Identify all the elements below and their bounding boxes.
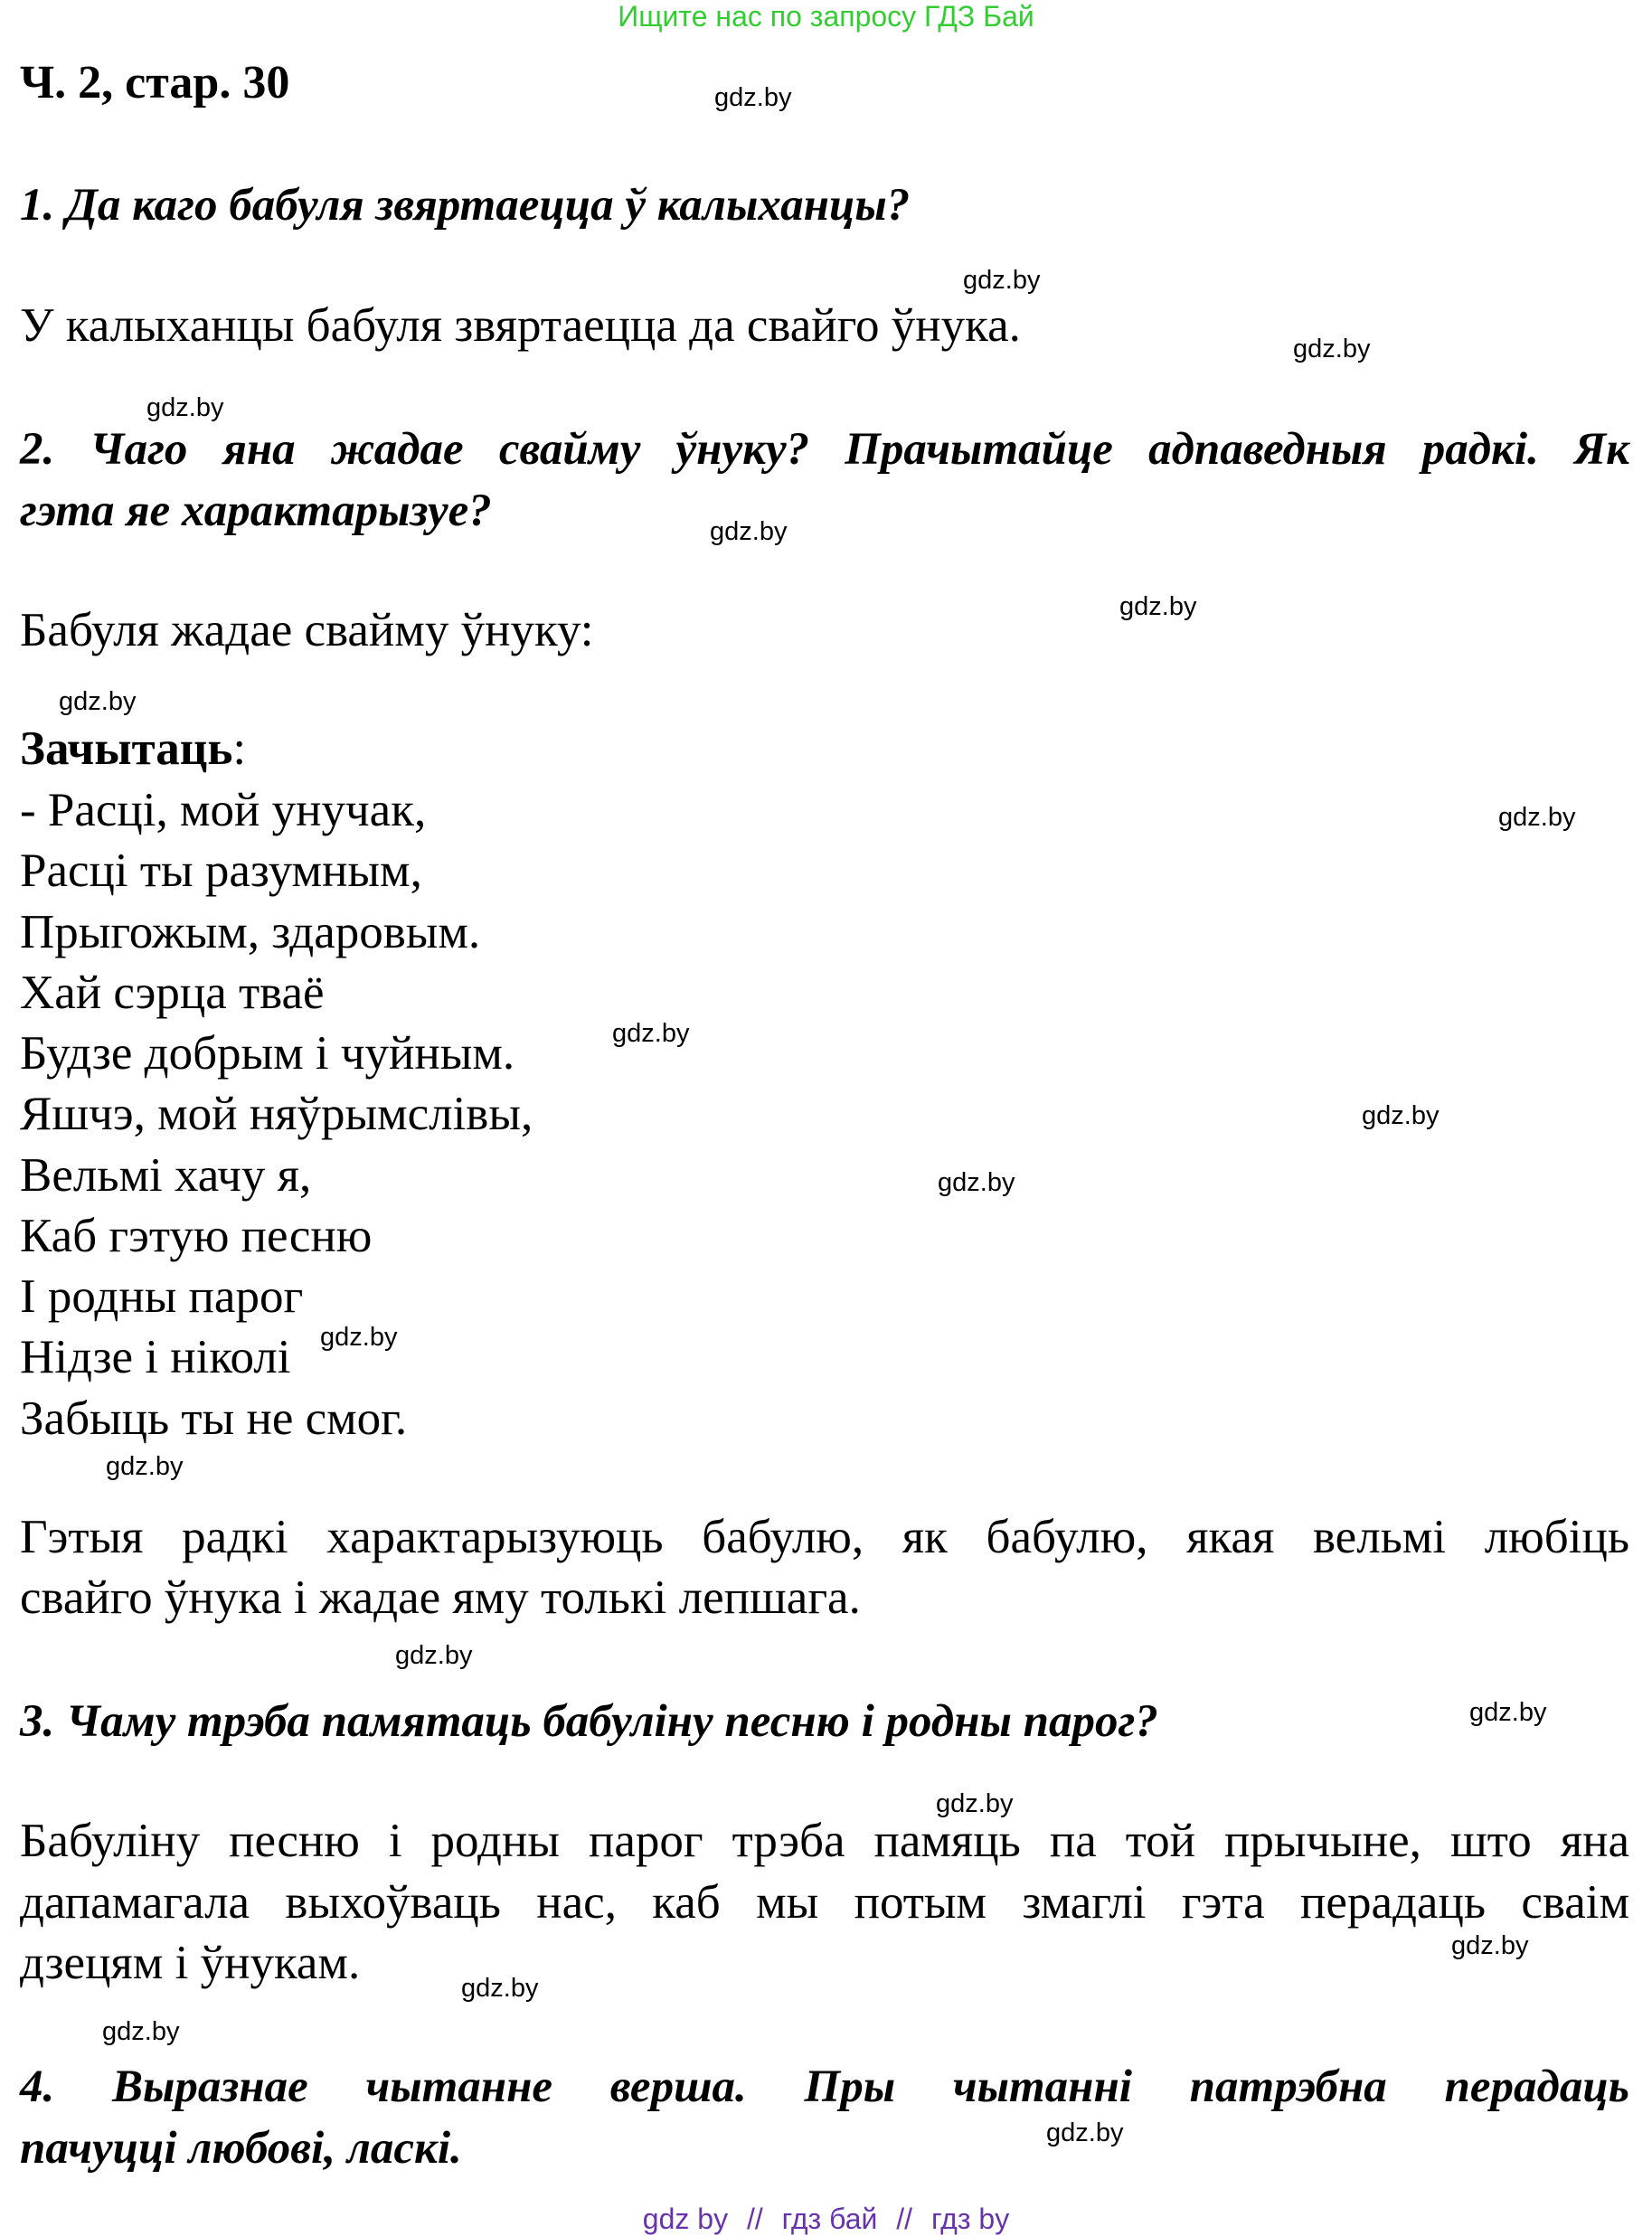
header-search-link[interactable]: Ищите нас по запросу ГДЗ Бай: [618, 0, 1034, 33]
read-label: [20, 722, 246, 776]
poem-line: Вельмі хачу я,: [20, 1149, 312, 1202]
watermark: gdz.by: [106, 1452, 184, 1481]
watermark: gdz.by: [146, 393, 224, 422]
footer-separator: //: [746, 2203, 763, 2235]
poem-line: - Расці, мой унучак,: [20, 784, 427, 836]
watermark: gdz.by: [1362, 1101, 1440, 1130]
watermark: gdz.by: [1498, 803, 1576, 832]
watermark: gdz.by: [714, 83, 792, 112]
answer-2-intro: Бабуля жадае свайму ўнуку:: [20, 604, 594, 656]
footer-separator: //: [896, 2203, 913, 2235]
watermark: gdz.by: [320, 1323, 398, 1352]
watermark: gdz.by: [1293, 335, 1371, 363]
watermark: gdz.by: [963, 266, 1041, 295]
poem-line: І родны парог: [20, 1270, 304, 1323]
question-3: 3. Чаму трэба памятаць бабуліну песню і родны парог?: [20, 1696, 1158, 1747]
footer-link-gdz-by[interactable]: gdz by: [642, 2203, 729, 2235]
watermark: gdz.by: [710, 517, 788, 546]
question-1: 1. Да каго бабуля звяртаецца ў калыханцы?: [20, 180, 911, 231]
watermark: gdz.by: [936, 1789, 1014, 1818]
poem-line: Каб гэтую песню: [20, 1210, 373, 1262]
read-label-colon: :: [232, 722, 247, 775]
answer-2-conclusion-line-2: свайго ўнука і жадае яму толькі лепшага.: [20, 1571, 861, 1624]
read-label-text: Зачытаць: [20, 722, 233, 775]
poem-line: Расці ты разумным,: [20, 844, 422, 897]
poem-line: Яшчэ, мой няўрымслівы,: [20, 1088, 533, 1140]
question-2-line-2: гэта яе характарызуе?: [20, 486, 492, 536]
answer-1: У калыханцы бабуля звяртаецца да свайго ўнука.: [20, 299, 1021, 352]
poem-line: Хай сэрца тваё: [20, 967, 325, 1019]
watermark: gdz.by: [612, 1019, 690, 1048]
watermark: gdz.by: [1469, 1698, 1547, 1727]
poem-line: Нідзе і ніколі: [20, 1331, 291, 1383]
question-4-line-1: 4. Выразнае чытанне верша. Пры чытанні патрэбна перадаць: [20, 2061, 1629, 2112]
footer-link-gdz-by-cyr[interactable]: гдз by: [930, 2203, 1010, 2235]
footer-links: [0, 2203, 1652, 2236]
poem-line: Будзе добрым і чуйным.: [20, 1027, 515, 1080]
page-title: Ч. 2, стар. 30: [20, 57, 290, 108]
watermark: gdz.by: [1046, 2118, 1124, 2147]
watermark: gdz.by: [461, 1974, 539, 2003]
watermark: gdz.by: [102, 2017, 180, 2046]
watermark: gdz.by: [1119, 592, 1197, 621]
footer-link-gdz-bai[interactable]: гдз бай: [781, 2203, 878, 2235]
watermark: gdz.by: [395, 1641, 473, 1670]
answer-3-line-2: дапамагала выхоўваць нас, каб мы потым змаглі гэта перадаць сваім: [20, 1876, 1629, 1929]
answer-2-conclusion-line-1: Гэтыя радкі характарызуюць бабулю, як бабулю, якая вельмі любіць: [20, 1511, 1629, 1563]
answer-3-line-3: дзецям і ўнукам.: [20, 1937, 361, 1989]
watermark: gdz.by: [1451, 1931, 1529, 1960]
question-4-line-2: пачуцці любові, ласкі.: [20, 2123, 462, 2174]
question-2-line-1: 2. Чаго яна жадае свайму ўнуку? Прачытайце адпаведныя радкі. Як: [20, 424, 1629, 475]
poem-line: Прыгожым, здаровым.: [20, 906, 481, 958]
watermark: gdz.by: [938, 1168, 1015, 1197]
watermark: gdz.by: [59, 687, 137, 716]
answer-3-line-1: Бабуліну песню і родны парог трэба памяць па той прычыне, што яна: [20, 1815, 1629, 1867]
poem-line: Забыць ты не смог.: [20, 1392, 408, 1445]
